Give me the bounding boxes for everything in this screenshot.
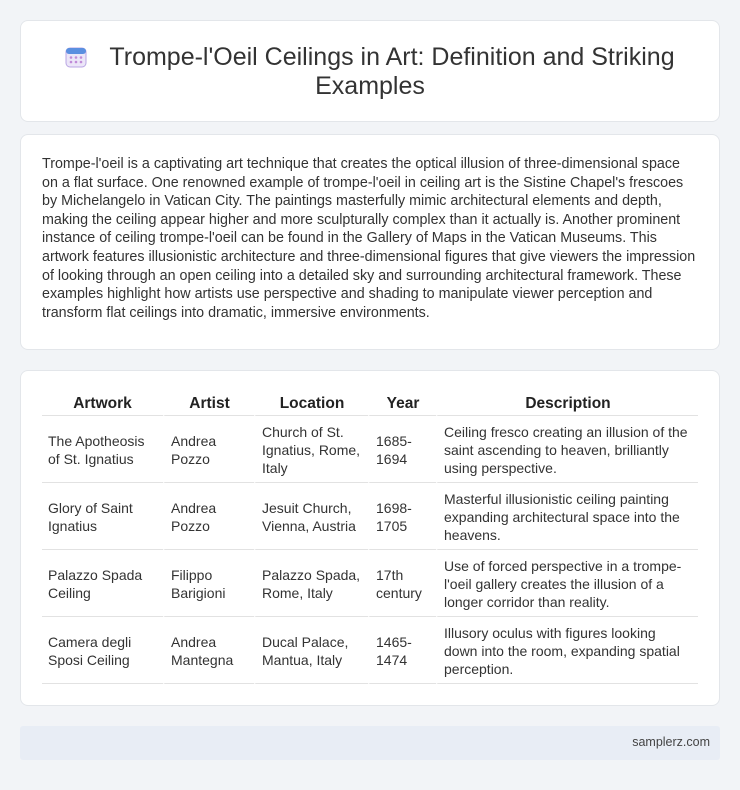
cell-description: Use of forced perspective in a trompe-l'oeil gallery creates the illusion of a longer corridor than reality. [436,550,698,617]
table-row [42,416,698,483]
cell-artwork: Palazzo Spada Ceiling [42,550,163,617]
table-card [20,370,720,706]
cell-artist: Filippo Barigioni [163,550,254,617]
cell-location: Church of St. Ignatius, Rome, Italy [254,416,368,483]
examples-table [42,392,698,684]
cell-description: Illusory oculus with figures looking down into the room, expanding spatial perception. [436,617,698,684]
cell-location: Palazzo Spada, Rome, Italy [254,550,368,617]
footer-site-link[interactable]: samplerz.com [632,735,710,749]
cell-location: Ducal Palace, Mantua, Italy [254,617,368,684]
footer [20,726,720,760]
column-header-location: Location [254,392,368,416]
cell-artwork: Glory of Saint Ignatius [42,483,163,550]
cell-description: Masterful illusionistic ceiling painting expanding architectural space into the heavens. [436,483,698,550]
cell-year: 1465-1474 [368,617,436,684]
column-header-description: Description [436,392,698,416]
table-row [42,483,698,550]
cell-artwork: Camera degli Sposi Ceiling [42,617,163,684]
calendar-icon [65,46,87,68]
cell-artist: Andrea Pozzo [163,483,254,550]
column-header-artist: Artist [163,392,254,416]
cell-year: 1685-1694 [368,416,436,483]
cell-artwork: The Apotheosis of St. Ignatius [42,416,163,483]
page-title-text: Trompe-l'Oeil Ceilings in Art: Definition and Striking Examples [109,43,675,100]
title-card [20,20,720,122]
table-header-row [42,392,698,416]
table-row [42,617,698,684]
cell-artist: Andrea Pozzo [163,416,254,483]
column-header-year: Year [368,392,436,416]
cell-description: Ceiling fresco creating an illusion of the saint ascending to heaven, brilliantly using perspective. [436,416,698,483]
page-title [21,43,719,101]
intro-paragraph: Trompe-l'oeil is a captivating art technique that creates the optical illusion of three-dimensional space on a flat surface. One renowned example of trompe-l'oeil in ceiling art is the Sistine Chapel's frescoes by Michelangelo in Vatican City. The paintings masterfully mimic architectural elements and depth, making the ceiling appear higher and more sculpturally complex than it actually is. Another prominent instance of ceiling trompe-l'oeil can be found in the Gallery of Maps in the Vatican Museums. This artwork features illusionistic architecture and three-dimensional figures that give viewers the impression of looking through an open ceiling into a detailed sky and surrounding architectural framework. These examples highlight how artists use perspective and shading to manipulate viewer perception and transform flat ceilings into dramatic, immersive environments. [42,156,696,321]
cell-year: 17th century [368,550,436,617]
cell-year: 1698-1705 [368,483,436,550]
column-header-artwork: Artwork [42,392,163,416]
cell-artist: Andrea Mantegna [163,617,254,684]
intro-card [20,134,720,350]
cell-location: Jesuit Church, Vienna, Austria [254,483,368,550]
table-row [42,550,698,617]
